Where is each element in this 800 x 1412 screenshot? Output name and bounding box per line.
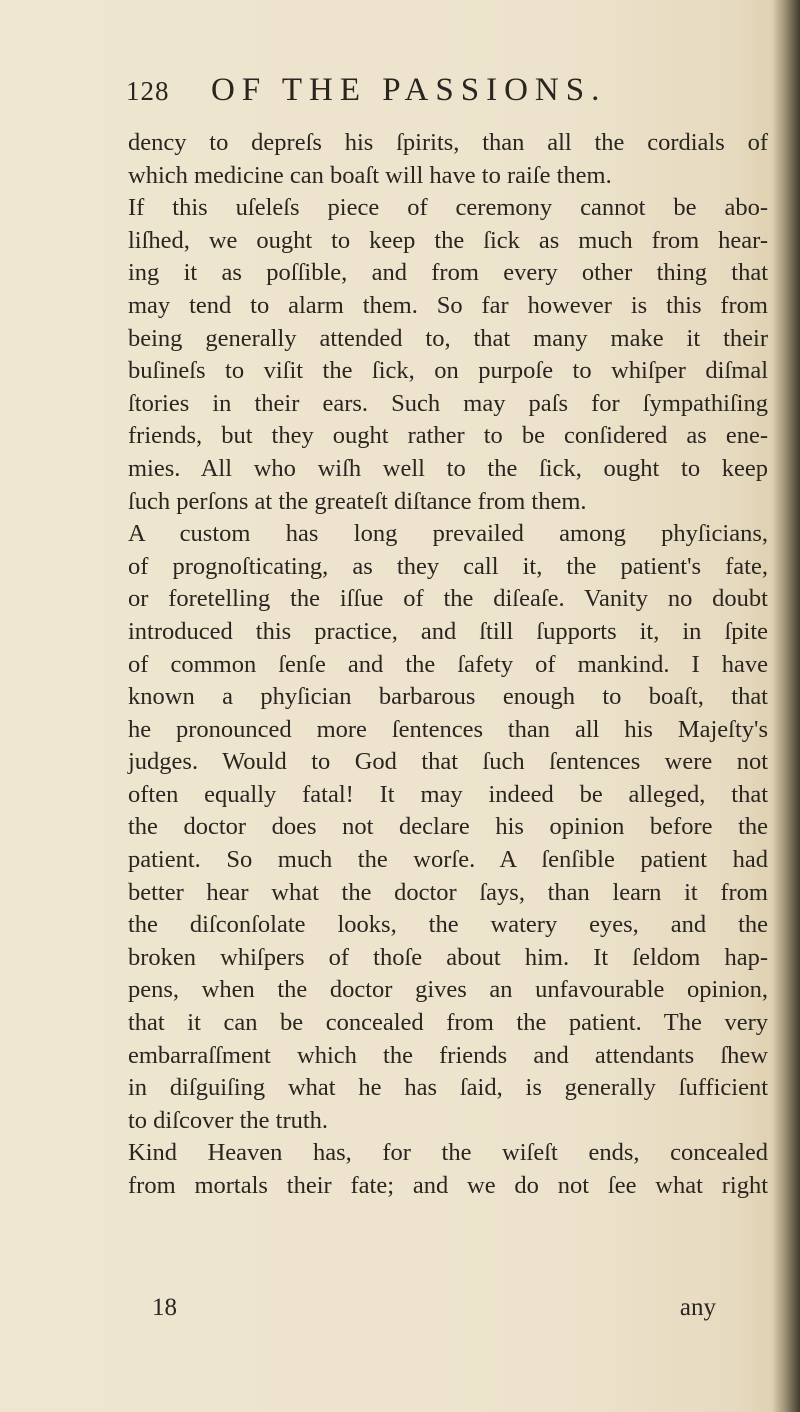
text-line: patient. So much the worſe. A ſenſible patient had: [128, 846, 768, 874]
page-number: 128: [126, 76, 170, 106]
text-line: If this uſeleſs piece of ceremony cannot be abo-: [128, 194, 768, 222]
text-line: Kind Heaven has, for the wiſeſt ends, concealed: [128, 1139, 768, 1167]
text-line: or foretelling the iſſue of the diſeaſe. Vanity no doubt: [128, 585, 768, 613]
text-line: the diſconſolate looks, the watery eyes, and the: [128, 911, 768, 939]
text-line: that it can be concealed from the patient. The very: [128, 1009, 768, 1037]
catchword: any: [679, 1294, 716, 1321]
text-line: of common ſenſe and the ſafety of mankind. I have: [128, 650, 768, 678]
page-gutter-shadow: [772, 0, 800, 1412]
text-line: being generally attended to, that many make it their: [128, 324, 768, 352]
text-line: often equally fatal! It may indeed be alleged, that: [128, 780, 768, 808]
text-line: liſhed, we ought to keep the ſick as much from hear-: [128, 226, 768, 254]
text-line: known a phyſician barbarous enough to boaſt, that: [128, 683, 768, 711]
text-line: the doctor does not declare his opinion before the: [128, 813, 768, 841]
page-header: [126, 72, 766, 112]
text-line: better hear what the doctor ſays, than learn it from: [128, 878, 768, 906]
text-line: ſtories in their ears. Such may paſs for ſympathiſing: [128, 389, 768, 417]
body-text: [128, 127, 768, 1203]
text-line: may tend to alarm them. So far however is this from: [128, 291, 768, 319]
text-line: judges. Would to God that ſuch ſentences were not: [128, 748, 768, 776]
text-line: he pronounced more ſentences than all his Majeſty's: [128, 715, 768, 743]
text-line: friends, but they ought rather to be conſidered as ene-: [128, 422, 768, 450]
text-line: dency to depreſs his ſpirits, than all the cordials of: [128, 129, 768, 156]
text-line: A custom has long prevailed among phyſicians,: [128, 520, 768, 548]
text-line: to diſcover the truth.: [128, 1106, 329, 1134]
text-line: in diſguiſing what he has ſaid, is generally ſufficient: [128, 1074, 768, 1102]
text-line: of prognoſticating, as they call it, the patient's fate,: [128, 552, 768, 580]
text-line: from mortals their fate; and we do not ſee what right: [128, 1172, 768, 1199]
page-footer: [150, 1294, 750, 1328]
text-line: introduced this practice, and ſtill ſupports it, in ſpite: [128, 617, 768, 645]
text-line: pens, when the doctor gives an unfavourable opinion,: [128, 976, 768, 1004]
text-line: which medicine can boaſt will have to raiſe them.: [128, 161, 612, 189]
text-line: mies. All who wiſh well to the ſick, ought to keep: [128, 454, 768, 482]
running-head: OF THE PASSIONS.: [211, 72, 607, 108]
text-line: buſineſs to viſit the ſick, on purpoſe to whiſper diſmal: [128, 357, 768, 385]
signature-mark: 18: [152, 1294, 177, 1321]
text-line: ſuch perſons at the greateſt diſtance from them.: [128, 487, 587, 515]
text-line: broken whiſpers of thoſe about him. It ſeldom hap-: [128, 943, 768, 971]
text-line: ing it as poſſible, and from every other thing that: [128, 259, 768, 287]
text-line: embarraſſment which the friends and attendants ſhew: [128, 1041, 768, 1069]
